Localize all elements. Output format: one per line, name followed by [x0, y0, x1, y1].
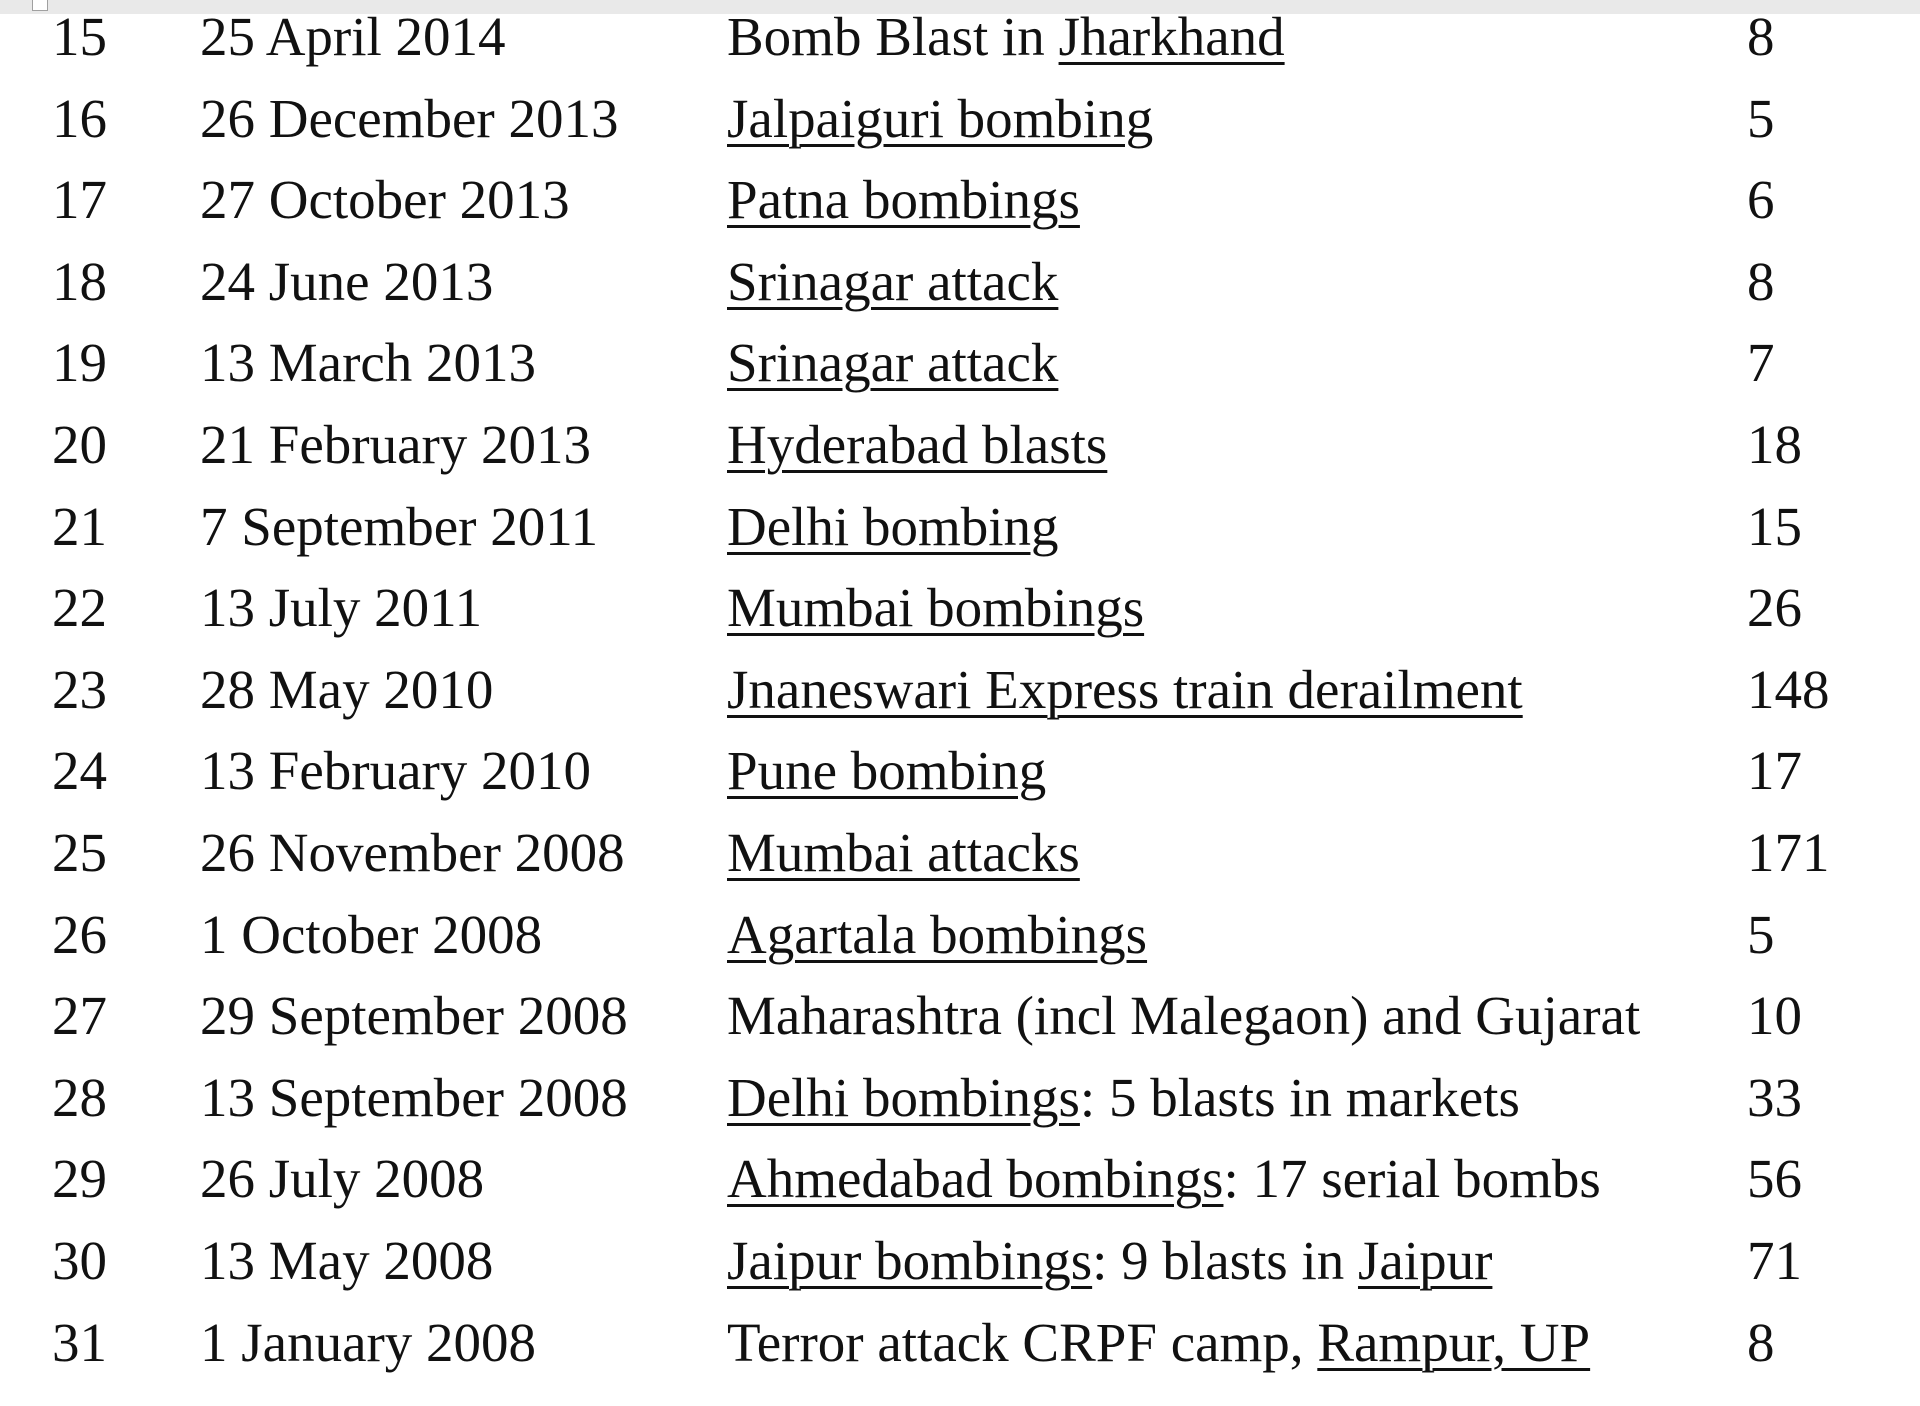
table-row [0, 322, 1920, 404]
row-deaths: 8 [1747, 250, 1775, 312]
event-link[interactable]: Delhi bombings [727, 1066, 1080, 1128]
event-link[interactable]: Jaipur bombings [727, 1230, 1093, 1291]
row-event [727, 404, 1107, 486]
event-text: Terror attack CRPF camp, [727, 1311, 1318, 1373]
row-date: 26 November 2008 [200, 822, 625, 883]
event-text: : 5 blasts in markets [1079, 1066, 1520, 1128]
row-event [727, 812, 1080, 894]
row-date: 7 September 2011 [200, 495, 599, 557]
row-deaths: 15 [1747, 495, 1802, 557]
row-date: 29 September 2008 [200, 985, 628, 1047]
row-number: 24 [52, 740, 107, 802]
row-date: 13 March 2013 [200, 332, 537, 394]
event-link[interactable]: Pune bombing [727, 740, 1047, 802]
row-event [727, 975, 1640, 1057]
row-event [727, 486, 1059, 568]
event-link[interactable]: Jnaneswari Express train derailment [727, 658, 1523, 720]
row-event [727, 567, 1144, 649]
event-link[interactable]: Delhi bombing [727, 495, 1059, 557]
row-event [727, 159, 1080, 241]
row-deaths: 7 [1747, 332, 1775, 394]
row-number: 23 [52, 658, 107, 720]
row-event [727, 241, 1058, 323]
event-link[interactable]: Mumbai bombings [727, 577, 1145, 639]
event-link[interactable]: Rampur, UP [1317, 1311, 1591, 1373]
table-row [0, 567, 1920, 649]
row-event [727, 1302, 1590, 1384]
row-date: 13 February 2010 [200, 740, 592, 802]
row-event [727, 322, 1058, 404]
row-event [727, 730, 1046, 812]
row-deaths: 26 [1747, 577, 1802, 639]
row-date: 26 July 2008 [200, 1148, 485, 1210]
row-deaths: 17 [1747, 740, 1802, 802]
row-number: 30 [52, 1230, 107, 1291]
row-date: 1 October 2008 [200, 903, 543, 965]
row-number: 22 [52, 577, 107, 639]
row-event [727, 0, 1285, 78]
event-text: : 9 blasts in [1092, 1230, 1358, 1291]
row-number: 29 [52, 1148, 107, 1210]
row-deaths: 6 [1747, 169, 1775, 231]
table-row [0, 894, 1920, 976]
row-date: 26 December 2013 [200, 87, 619, 149]
event-link[interactable]: Hyderabad blasts [727, 414, 1108, 475]
event-link[interactable]: Patna bombings [727, 169, 1080, 231]
row-deaths: 18 [1747, 414, 1802, 475]
row-number: 15 [52, 6, 107, 67]
event-link[interactable]: Srinagar attack [727, 332, 1059, 394]
table-row [0, 159, 1920, 241]
row-event [727, 649, 1523, 731]
row-event [727, 894, 1147, 976]
row-number: 21 [52, 495, 107, 557]
event-text: Bomb Blast in [727, 6, 1059, 67]
table-row [0, 1302, 1920, 1384]
table-row [0, 241, 1920, 323]
row-event [727, 1138, 1601, 1220]
event-link[interactable]: Mumbai attacks [727, 822, 1080, 883]
row-deaths: 71 [1747, 1230, 1802, 1291]
row-number: 19 [52, 332, 107, 394]
row-deaths: 33 [1747, 1066, 1802, 1128]
event-link[interactable]: Jaipur [1357, 1230, 1493, 1291]
row-number: 18 [52, 250, 107, 312]
row-date: 24 June 2013 [200, 250, 494, 312]
row-number: 28 [52, 1066, 107, 1128]
table-row [0, 1220, 1920, 1302]
row-date: 13 May 2008 [200, 1230, 494, 1291]
row-deaths: 56 [1747, 1148, 1802, 1210]
row-deaths: 8 [1747, 6, 1775, 67]
event-link[interactable]: Srinagar attack [727, 250, 1059, 312]
row-deaths: 148 [1747, 658, 1830, 720]
event-text: : 17 serial bombs [1223, 1148, 1601, 1210]
row-deaths: 10 [1747, 985, 1802, 1047]
table-row [0, 812, 1920, 894]
row-deaths: 5 [1747, 903, 1775, 965]
row-date: 1 January 2008 [200, 1311, 537, 1373]
row-number: 20 [52, 414, 107, 475]
row-date: 28 May 2010 [200, 658, 494, 720]
row-number: 25 [52, 822, 107, 883]
table-row [0, 1138, 1920, 1220]
row-event [727, 1220, 1492, 1302]
row-date: 27 October 2013 [200, 169, 570, 231]
row-date: 21 February 2013 [200, 414, 592, 475]
event-link[interactable]: Ahmedabad bombings [727, 1148, 1224, 1210]
table-row [0, 975, 1920, 1057]
row-event [727, 78, 1153, 160]
table-row [0, 649, 1920, 731]
table-row [0, 78, 1920, 160]
event-link[interactable]: Jharkhand [1058, 6, 1285, 67]
row-deaths: 8 [1747, 1311, 1775, 1373]
event-link[interactable]: Jalpaiguri bombing [727, 87, 1154, 149]
row-date: 13 September 2008 [200, 1066, 628, 1128]
row-number: 17 [52, 169, 107, 231]
row-deaths: 5 [1747, 87, 1775, 149]
table-row [0, 1057, 1920, 1139]
table-row [0, 486, 1920, 568]
row-number: 26 [52, 903, 107, 965]
event-link[interactable]: Agartala bombings [727, 903, 1148, 965]
row-date: 25 April 2014 [200, 6, 506, 67]
row-number: 16 [52, 87, 107, 149]
event-text: Maharashtra (incl Malegaon) and Gujarat [727, 985, 1641, 1047]
row-event [727, 1057, 1520, 1139]
table-row [0, 404, 1920, 486]
row-number: 27 [52, 985, 107, 1047]
row-deaths: 171 [1747, 822, 1830, 883]
row-date: 13 July 2011 [200, 577, 483, 639]
table-row [0, 0, 1920, 78]
table-row [0, 730, 1920, 812]
row-number: 31 [52, 1311, 107, 1373]
